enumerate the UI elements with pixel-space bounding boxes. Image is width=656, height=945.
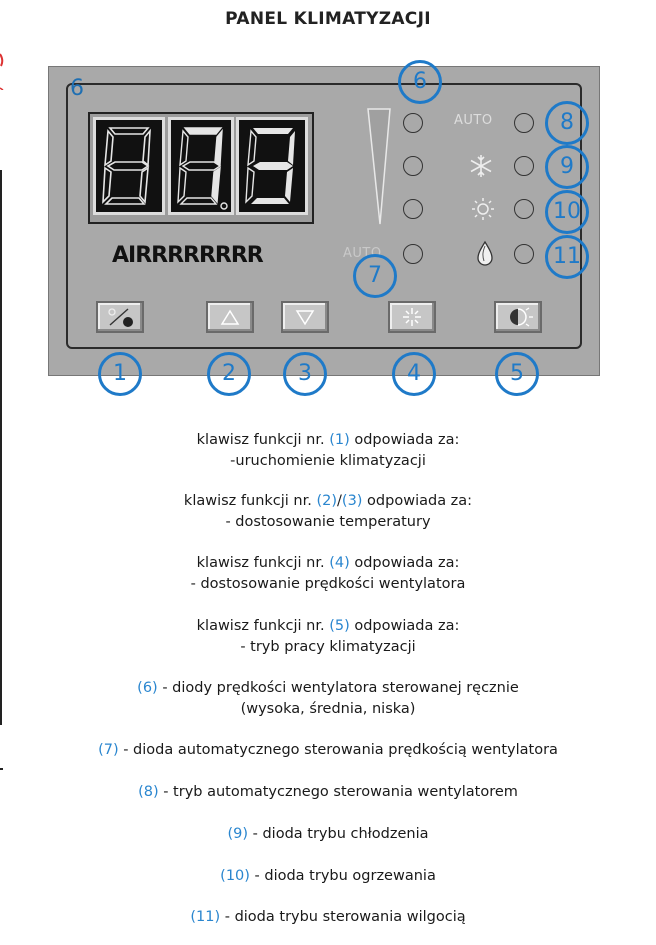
left-edge-tick	[0, 768, 3, 770]
mode-button[interactable]	[494, 301, 542, 333]
temp-down-button[interactable]	[281, 301, 329, 333]
display-digit-3	[236, 117, 308, 215]
humidity-led	[514, 244, 534, 264]
power-button[interactable]	[96, 301, 144, 333]
fan-speed-icon	[390, 303, 434, 331]
snowflake-icon	[468, 153, 494, 179]
sun-icon	[471, 197, 495, 221]
display-digit-2	[168, 117, 234, 215]
desc-6: (6) - diody prędkości wentylatora sterowanej ręcznie (wysoka, średnia, niska)	[137, 680, 519, 717]
temp-up-button[interactable]	[206, 301, 254, 333]
humidity-drop-icon	[476, 240, 494, 266]
fan-auto-label: AUTO	[343, 246, 382, 261]
desc-8: (8) - tryb automatycznego sterowania wentylatorem	[138, 784, 518, 800]
fan-auto-led	[403, 244, 423, 264]
mode-icon	[496, 303, 540, 331]
heating-led	[514, 199, 534, 219]
arrow-down-icon	[283, 303, 327, 331]
callout-10: 10	[545, 190, 589, 234]
desc-10: (10) - dioda trybu ogrzewania	[220, 868, 436, 884]
callout-8: 8	[545, 101, 589, 145]
arrow-up-icon	[208, 303, 252, 331]
callout-7: 7	[353, 254, 397, 298]
desc-11: (11) - dioda trybu sterowania wilgocią	[190, 909, 466, 925]
desc-4: klawisz funkcji nr. (4) odpowiada za: - dostosowanie prędkości wentylatora	[190, 555, 466, 592]
cooling-led	[514, 156, 534, 176]
callout-4: 4	[392, 352, 436, 396]
callout-11: 11	[545, 235, 589, 279]
fan-speed-led-high	[403, 113, 423, 133]
mode-auto-led	[514, 113, 534, 133]
callout-1: 1	[98, 352, 142, 396]
desc-1: klawisz funkcji nr. (1) odpowiada za: -uruchomienie klimatyzacji	[196, 432, 460, 469]
fan-speed-wedge-icon	[364, 106, 394, 226]
left-edge-fragment	[0, 50, 4, 90]
fan-speed-led-low	[403, 199, 423, 219]
mode-auto-label: AUTO	[454, 113, 493, 128]
fan-speed-led-medium	[403, 156, 423, 176]
callout-2: 2	[207, 352, 251, 396]
callout-6: 6	[398, 60, 442, 104]
callout-9: 9	[545, 145, 589, 189]
desc-2-3: klawisz funkcji nr. (2)/(3) odpowiada za: - dostosowanie temperatury	[183, 493, 473, 530]
desc-7: (7) - dioda automatycznego sterowania prędkością wentylatora	[98, 742, 558, 758]
brand-logo: AIRRRRRRRR	[112, 243, 263, 268]
panel-label-6: 6	[70, 76, 84, 101]
display-digit-1	[93, 117, 165, 215]
desc-5: klawisz funkcji nr. (5) odpowiada za: - tryb pracy klimatyzacji	[196, 618, 460, 655]
temperature-display	[88, 112, 314, 224]
callout-5: 5	[495, 352, 539, 396]
desc-9: (9) - dioda trybu chłodzenia	[227, 826, 429, 842]
power-fan-icon	[98, 303, 142, 331]
fan-speed-button[interactable]	[388, 301, 436, 333]
page-title: PANEL KLIMATYZACJI	[225, 9, 431, 29]
callout-3: 3	[283, 352, 327, 396]
